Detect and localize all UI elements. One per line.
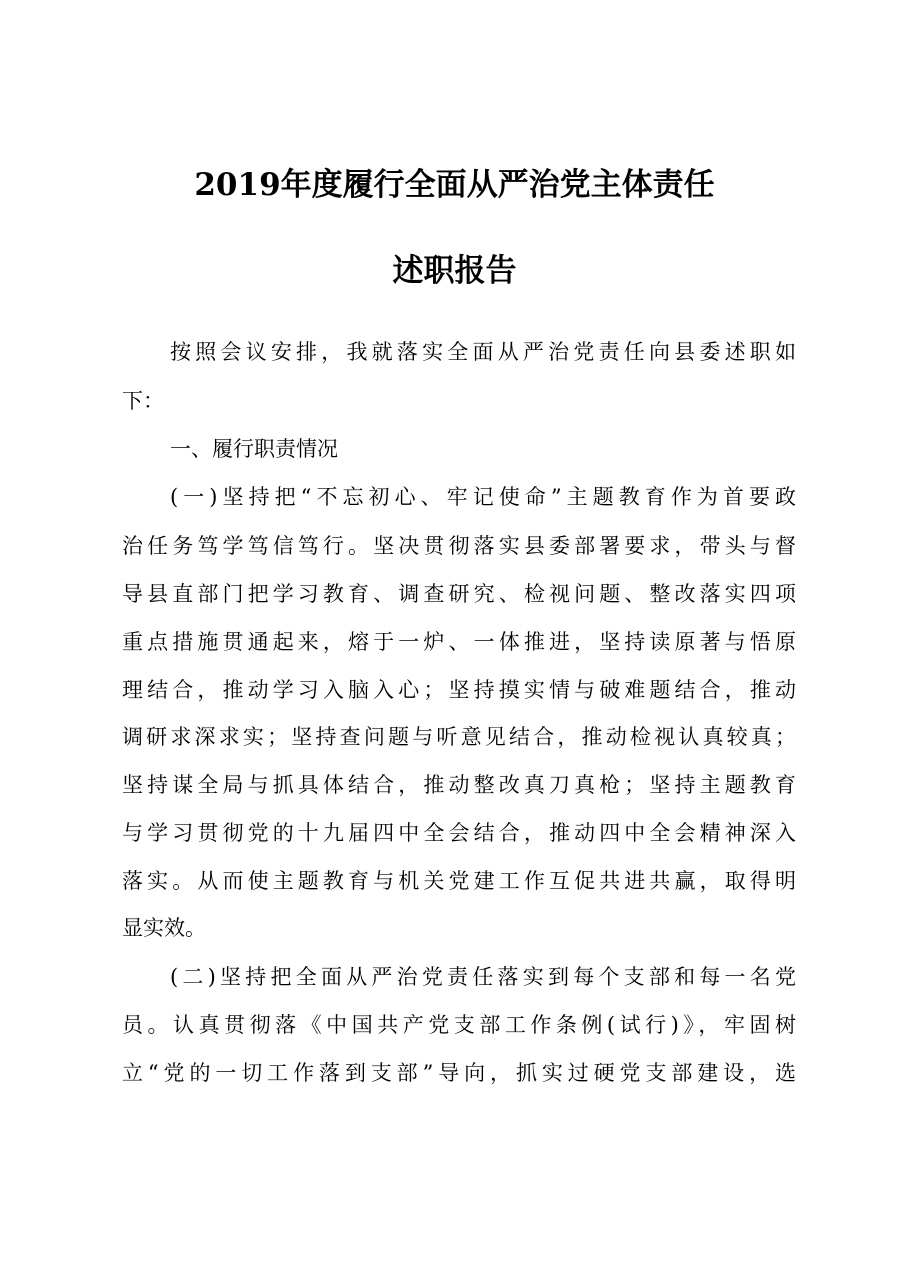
document-title-line-2: 述职报告 <box>392 253 517 289</box>
paragraph-line: 治任务笃学笃信笃行。坚决贯彻落实县委部署要求，带头与督 <box>122 534 796 558</box>
paragraph-line: 下： <box>122 389 164 413</box>
paragraph-line: 导县直部门把学习教育、调查研究、检视问题、整改落实四项 <box>122 582 796 606</box>
paragraph-line: 按照会议安排，我就落实全面从严治党责任向县委述职如 <box>170 340 796 364</box>
paragraph-line: 坚持谋全局与抓具体结合，推动整改真刀真枪；坚持主题教育 <box>122 773 796 797</box>
paragraph-line: 落实。从而使主题教育与机关党建工作互促共进共赢，取得明 <box>122 869 796 893</box>
paragraph-line: 与学习贯彻党的十九届四中全会结合，推动四中全会精神深入 <box>122 821 796 845</box>
paragraph-line: 员。认真贯彻落《中国共产党支部工作条例(试行)》，牢固树 <box>122 1013 796 1037</box>
paragraph-line: 理结合，推动学习入脑入心；坚持摸实情与破难题结合，推动 <box>122 678 796 702</box>
paragraph-line: 显实效。 <box>122 916 206 940</box>
paragraph-line: 重点措施贯通起来，熔于一炉、一体推进，坚持读原著与悟原 <box>122 630 796 654</box>
paragraph-line: (二)坚持把全面从严治党责任落实到每个支部和每一名党 <box>170 965 796 989</box>
section-heading: 一、履行职责情况 <box>170 437 338 461</box>
paragraph-line: 调研求深求实；坚持查问题与听意见结合，推动检视认真较真； <box>122 725 796 749</box>
paragraph-line: 立“党的一切工作落到支部”导向，抓实过硬党支部建设，选 <box>122 1061 796 1085</box>
document-title-line-1: 2019年度履行全面从严治党主体责任 <box>194 167 715 203</box>
paragraph-line: (一)坚持把“不忘初心、牢记使命”主题教育作为首要政 <box>170 485 796 509</box>
